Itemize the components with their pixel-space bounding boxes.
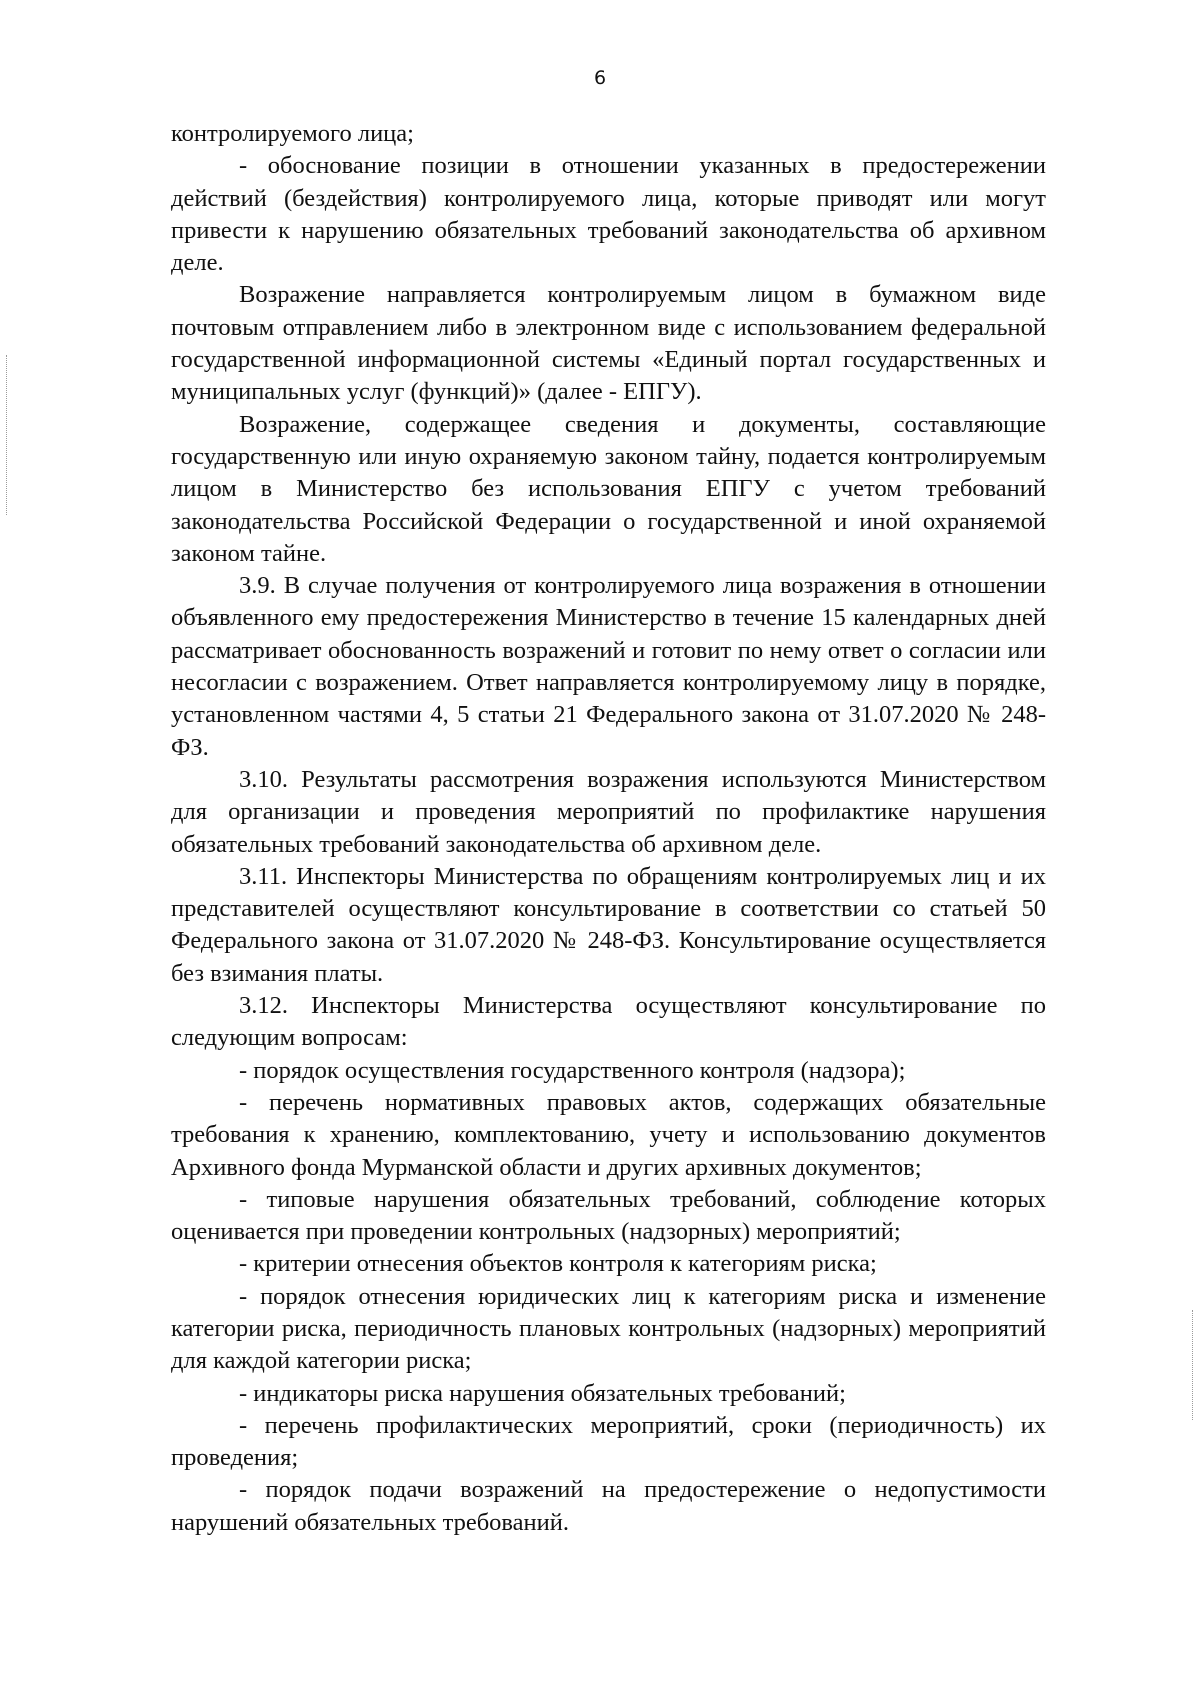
- list-item: - порядок отнесения юридических лиц к категориям риска и изменение категории риска, периодичность плановых контрольных (надзорных) мероприятий для каждой категории риска;: [171, 1282, 1046, 1375]
- paragraph: контролируемого лица;: [171, 120, 414, 147]
- document-body: [171, 118, 1046, 1539]
- list-item: - порядок подачи возражений на предостережение о недопустимости нарушений обязательных требований.: [171, 1476, 1046, 1536]
- paragraph: - обоснование позиции в отношении указанных в предостережении действий (бездействия) контролируемого лица, которые приводят или могут привести к нарушению обязательных требований законодательства об архивном деле.: [171, 152, 1046, 277]
- scan-artifact-right: [1192, 1310, 1194, 1420]
- paragraph-3-9: 3.9. В случае получения от контролируемого лица возражения в отношении объявленного ему предостережения Министерство в течение 15 календарных дней рассматривает обоснованность возражений и готовит по нему ответ о согласии или несогласии с возражением. Ответ направляется контролируемому лицу в порядке, установленном частями 4, 5 статьи 21 Федерального закона от 31.07.2020 № 248-ФЗ.: [171, 572, 1046, 761]
- scan-artifact-left: [6, 355, 8, 515]
- paragraph-3-10: 3.10. Результаты рассмотрения возражения используются Министерством для организации и проведения мероприятий по профилактике нарушения обязательных требований законодательства об архивном деле.: [171, 765, 1046, 858]
- paragraph: Возражение направляется контролируемым лицом в бумажном виде почтовым отправлением либо в электронном виде с использованием федеральной государственной информационной системы «Единый портал государственных и муниципальных услуг (функций)» (далее - ЕПГУ).: [171, 281, 1046, 406]
- list-item: - перечень профилактических мероприятий, сроки (периодичность) их проведения;: [171, 1411, 1046, 1472]
- list-item: - порядок осуществления государственного контроля (надзора);: [239, 1056, 906, 1084]
- paragraph-3-12: 3.12. Инспекторы Министерства осуществляют консультирование по следующим вопросам:: [171, 992, 1046, 1052]
- list-item: - индикаторы риска нарушения обязательных требований;: [239, 1379, 846, 1407]
- paragraph: Возражение, содержащее сведения и документы, составляющие государственную или иную охраняемую законом тайну, подается контролируемым лицом в Министерство без использования ЕПГУ с учетом требований законодательства Российской Федерации о государственной и иной охраняемой законом тайне.: [171, 410, 1046, 567]
- list-item: - критерии отнесения объектов контроля к категориям риска;: [239, 1250, 877, 1278]
- paragraph-3-11: 3.11. Инспекторы Министерства по обращениям контролируемых лиц и их представителей осуществляют консультирование в соответствии со статьей 50 Федерального закона от 31.07.2020 № 248-ФЗ. Консультирование осуществляется без взимания платы.: [171, 862, 1046, 987]
- list-item: - типовые нарушения обязательных требований, соблюдение которых оценивается при проведении контрольных (надзорных) мероприятий;: [171, 1185, 1046, 1246]
- list-item: - перечень нормативных правовых актов, содержащих обязательные требования к хранению, комплектованию, учету и использованию документов Архивного фонда Мурманской области и других архивных документов;: [171, 1088, 1046, 1181]
- page-number: 6: [593, 67, 607, 89]
